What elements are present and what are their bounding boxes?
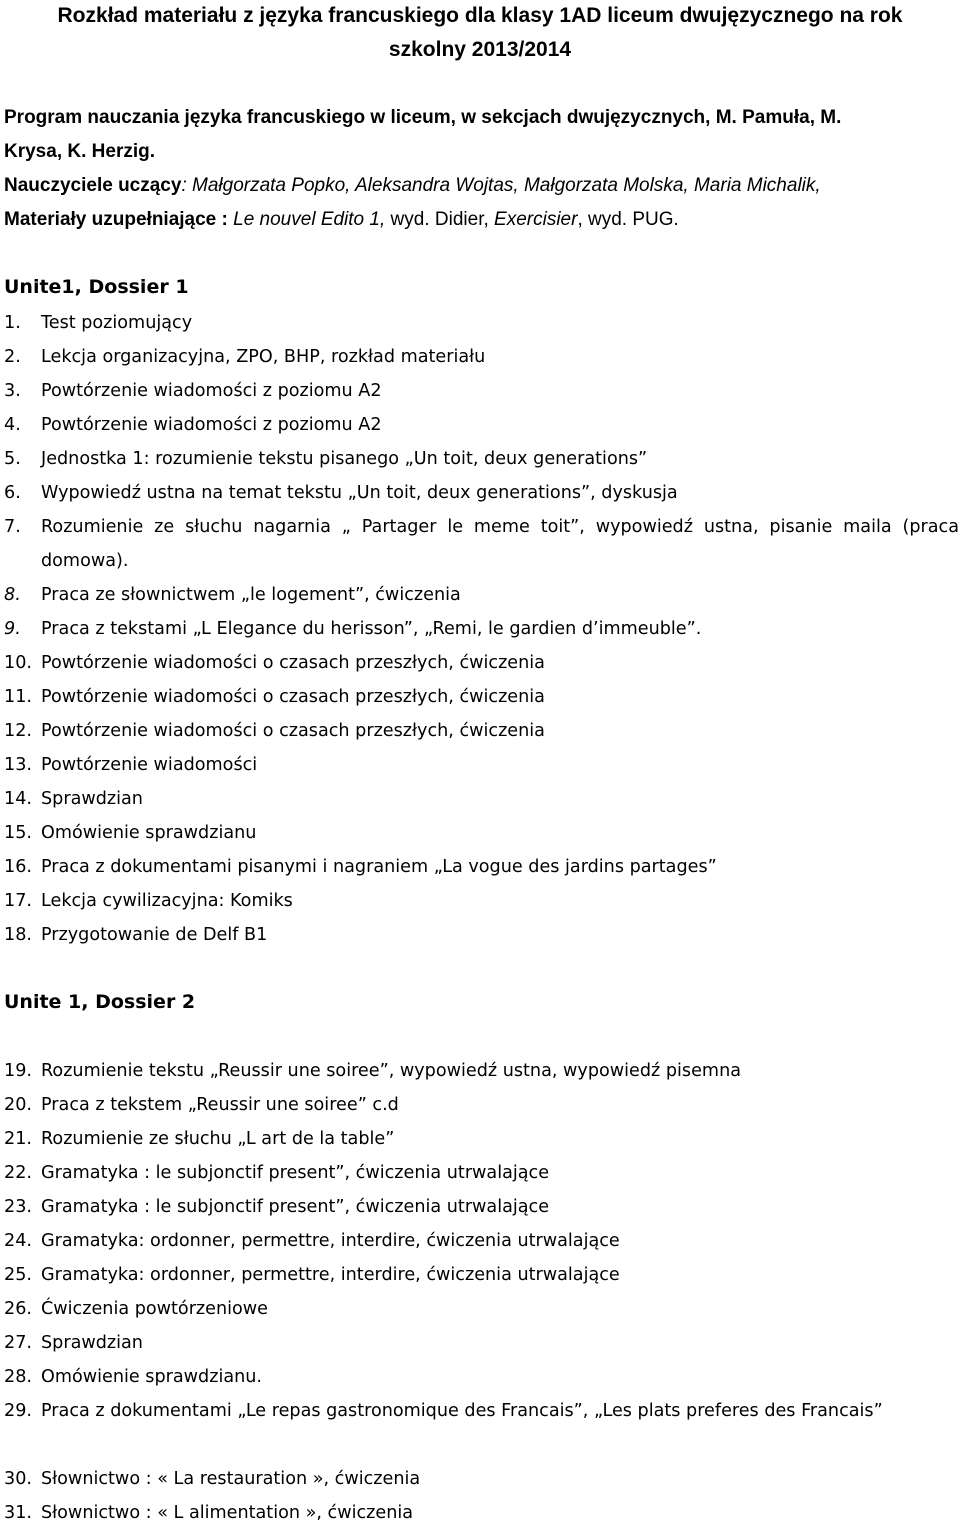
list-item-number: 26. (4, 1299, 32, 1319)
list-item-number: 8. (4, 585, 21, 605)
list-item-text: Lekcja cywilizacyjna: Komiks (41, 891, 293, 911)
document-title-line-1: Rozkład materiału z języka francuskiego dla klasy 1AD liceum dwujęzycznego na rok (57, 4, 903, 27)
list-item-number: 15. (4, 823, 32, 843)
teachers-names: : Małgorzata Popko, Aleksandra Wojtas, Małgorzata Molska, Maria Michalik, (181, 175, 821, 196)
list-item-text: Rozumienie ze słuchu „L art de la table” (41, 1129, 395, 1149)
list-item-text: Lekcja organizacyjna, ZPO, BHP, rozkład materiału (41, 347, 486, 367)
materials-publisher-1: wyd. Didier, (385, 209, 495, 230)
document-title-line-2: szkolny 2013/2014 (388, 38, 572, 61)
list-item-number: 18. (4, 925, 32, 945)
teachers-label: Nauczyciele uczący (4, 175, 182, 196)
list-item-text: Omówienie sprawdzianu. (41, 1367, 263, 1387)
list-item-number: 24. (4, 1231, 32, 1251)
list-item-text: Praca z dokumentami „Le repas gastronomique des Francais”, „Les plats preferes des Francais” (41, 1401, 883, 1421)
list-item-text: Jednostka 1: rozumienie tekstu pisanego „Un toit, deux generations” (41, 449, 648, 469)
list-item-text: Rozumienie ze słuchu nagarnia „ Partager le meme toit”, wypowiedź ustna, pisanie maila (praca domowa). (41, 517, 959, 571)
list-item-number: 29. (4, 1401, 32, 1421)
list-item-text: Sprawdzian (41, 1333, 143, 1353)
list-item-text: Ćwiczenia powtórzeniowe (41, 1299, 269, 1319)
list-item-number: 28. (4, 1367, 32, 1387)
dossier-1-heading: Unite1, Dossier 1 (4, 276, 189, 298)
list-item-number: 7. (4, 517, 21, 537)
list-item-text: Sprawdzian (41, 789, 143, 809)
materials-label: Materiały uzupełniające (4, 209, 217, 230)
list-item-number: 2. (4, 347, 21, 367)
program-line-2: Krysa, K. Herzig. (4, 141, 155, 162)
list-item-text: Powtórzenie wiadomości o czasach przeszłych, ćwiczenia (41, 687, 545, 707)
teachers-line (4, 174, 821, 198)
materials-publisher-2: , wyd. PUG. (577, 209, 679, 230)
list-item-number: 20. (4, 1095, 32, 1115)
list-item-number: 12. (4, 721, 32, 741)
dossier-2-heading: Unite 1, Dossier 2 (4, 991, 196, 1013)
list-item-text: Wypowiedź ustna na temat tekstu „Un toit, deux generations”, dyskusja (41, 483, 678, 503)
list-item-text: Powtórzenie wiadomości z poziomu A2 (41, 415, 382, 435)
list-item-number: 9. (4, 619, 21, 639)
list-item-number: 11. (4, 687, 32, 707)
list-item-number: 19. (4, 1061, 32, 1081)
list-item-number: 25. (4, 1265, 32, 1285)
materials-book-1: Le nouvel Edito 1, (233, 209, 386, 230)
list-item-text: Rozumienie tekstu „Reussir une soiree”, wypowiedź ustna, wypowiedź pisemna (41, 1061, 741, 1081)
list-item-number: 23. (4, 1197, 32, 1217)
list-item-text: Omówienie sprawdzianu (41, 823, 257, 843)
materials-book-2: Exercisier (494, 209, 578, 230)
list-item-text: Praca z tekstami „L Elegance du herisson”, „Remi, le gardien d’immeuble”. (41, 619, 702, 639)
list-item-text: Powtórzenie wiadomości o czasach przeszłych, ćwiczenia (41, 653, 545, 673)
list-item-number: 30. (4, 1469, 32, 1489)
list-item-number: 3. (4, 381, 21, 401)
list-item-text: Gramatyka: ordonner, permettre, interdire, ćwiczenia utrwalające (41, 1265, 620, 1285)
materials-line (4, 208, 679, 232)
list-item-text: Powtórzenie wiadomości (41, 755, 258, 775)
materials-separator: : (216, 209, 234, 230)
list-item-number: 27. (4, 1333, 32, 1353)
list-item-number: 6. (4, 483, 21, 503)
list-item-number: 14. (4, 789, 32, 809)
list-item-text: Praca ze słownictwem „le logement”, ćwiczenia (41, 585, 461, 605)
list-item-text: Powtórzenie wiadomości z poziomu A2 (41, 381, 382, 401)
list-item-number: 21. (4, 1129, 32, 1149)
list-item-text: Praca z tekstem „Reussir une soiree” c.d (41, 1095, 399, 1115)
list-item-text: Gramatyka: ordonner, permettre, interdire, ćwiczenia utrwalające (41, 1231, 620, 1251)
list-item-text: Słownictwo : « La restauration », ćwiczenia (41, 1469, 421, 1489)
list-item-number: 22. (4, 1163, 32, 1183)
list-item-number: 4. (4, 415, 21, 435)
list-item-number: 5. (4, 449, 21, 469)
list-item-number: 16. (4, 857, 32, 877)
list-item-number: 13. (4, 755, 32, 775)
list-item-text: Przygotowanie de Delf B1 (41, 925, 268, 945)
list-item-number: 1. (4, 313, 21, 333)
program-line-1: Program nauczania języka francuskiego w liceum, w sekcjach dwujęzycznych, M. Pamuła, M. (4, 107, 842, 128)
list-item-number: 10. (4, 653, 32, 673)
list-item-text: Słownictwo : « L alimentation », ćwiczenia (41, 1503, 414, 1523)
list-item-number: 17. (4, 891, 32, 911)
list-item-text: Powtórzenie wiadomości o czasach przeszłych, ćwiczenia (41, 721, 545, 741)
list-item-number: 31. (4, 1503, 32, 1523)
list-item-text: Gramatyka : le subjonctif present”, ćwiczenia utrwalające (41, 1197, 550, 1217)
list-item-text: Gramatyka : le subjonctif present”, ćwiczenia utrwalające (41, 1163, 550, 1183)
list-item-text: Test poziomujący (41, 313, 193, 333)
list-item-text: Praca z dokumentami pisanymi i nagraniem „La vogue des jardins partages” (41, 857, 717, 877)
